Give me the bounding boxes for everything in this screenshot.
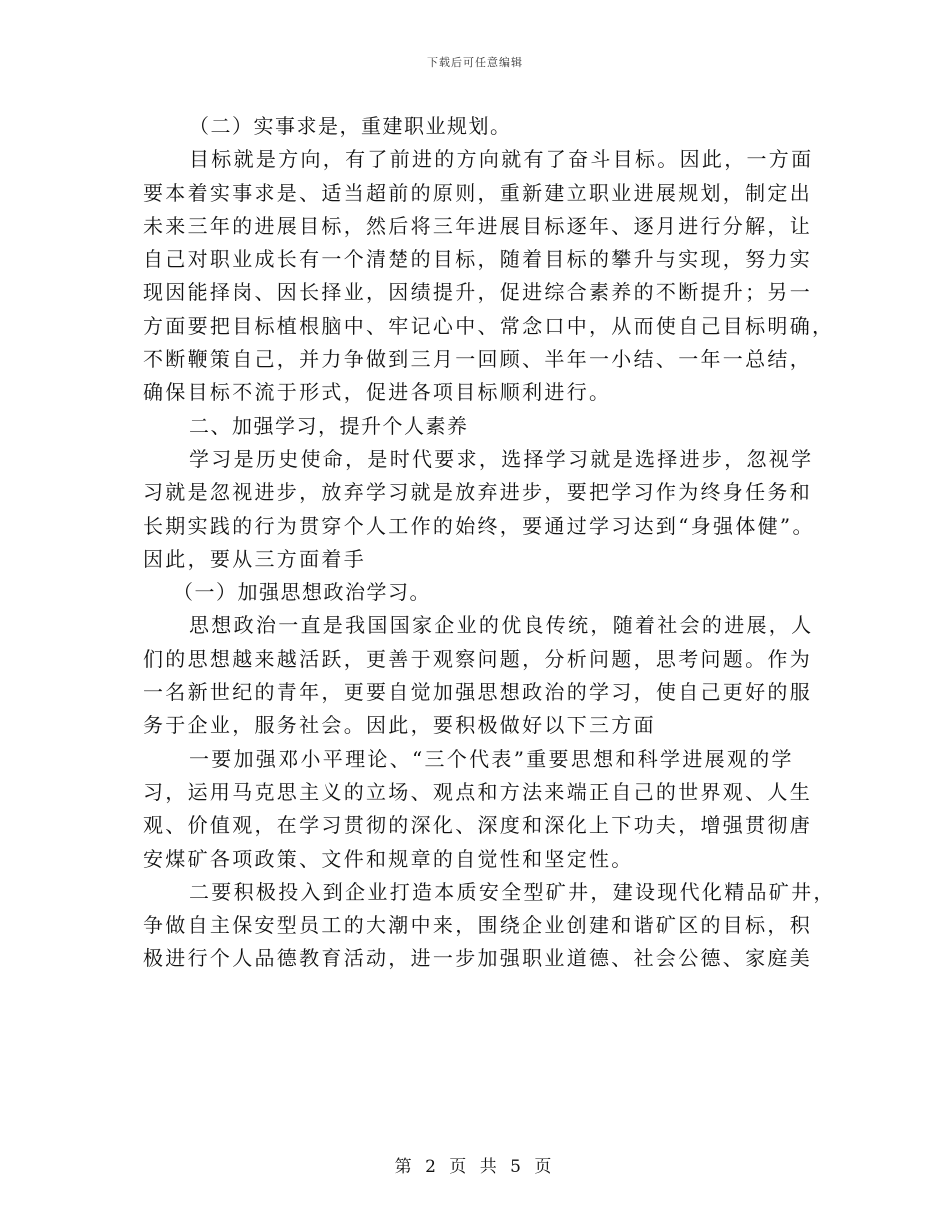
paragraph-line: 长期实践的行为贯穿个人工作的始终，要通过学习达到“身强体健”。 bbox=[143, 513, 815, 538]
section-heading: 二、加强学习，提升个人素养 bbox=[189, 413, 469, 438]
paragraph-line: 们的思想越来越活跃，更善于观察问题，分析问题，思考问题。作为 bbox=[143, 646, 812, 671]
paragraph-line: 现因能择岗、因长择业，因绩提升，促进综合素养的不断提升；另一 bbox=[143, 280, 812, 305]
page-footer: 第 2 页 共 5 页 bbox=[394, 1157, 556, 1177]
paragraph-line: 思想政治一直是我国国家企业的优良传统，随着社会的进展，人 bbox=[189, 613, 814, 638]
page-header: 下载后可任意编辑 bbox=[427, 56, 523, 69]
paragraph-line: 不断鞭策自己，并力争做到三月一回顾、半年一小结、一年一总结， bbox=[143, 347, 812, 372]
section-heading: （二）实事求是，重建职业规划。 bbox=[189, 114, 512, 138]
paragraph-line: 习就是忽视进步，放弃学习就是放弃进步，要把学习作为终身任务和 bbox=[143, 480, 812, 505]
paragraph-line: 争做自主保安型员工的大潮中来，围绕企业创建和谐矿区的目标，积 bbox=[143, 913, 812, 938]
paragraph-line: 观、价值观，在学习贯彻的深化、深度和深化上下功夫，增强贯彻唐 bbox=[143, 813, 812, 838]
paragraph-line: 安煤矿各项政策、文件和规章的自觉性和坚定性。 bbox=[143, 846, 634, 871]
paragraph-line: 极进行个人品德教育活动，进一步加强职业道德、社会公德、家庭美 bbox=[143, 946, 812, 971]
paragraph-line: 学习是历史使命，是时代要求，选择学习就是选择进步，忽视学 bbox=[189, 446, 814, 471]
subsection-heading: （一）加强思想政治学习。 bbox=[173, 580, 431, 605]
paragraph-line: 一名新世纪的青年，更要自觉加强思想政治的学习，使自己更好的服 bbox=[143, 680, 812, 705]
paragraph-line: 未来三年的进展目标，然后将三年进展目标逐年、逐月进行分解，让 bbox=[143, 213, 812, 238]
paragraph-line: 要本着实事求是、适当超前的原则，重新建立职业进展规划，制定出 bbox=[143, 180, 812, 205]
paragraph-line: 自己对职业成长有一个清楚的目标，随着目标的攀升与实现，努力实 bbox=[143, 247, 812, 272]
paragraph-line: 习，运用马克思主义的立场、观点和方法来端正自己的世界观、人生 bbox=[143, 779, 812, 804]
document-body bbox=[143, 110, 836, 976]
paragraph-line: 方面要把目标植根脑中、牢记心中、常念口中，从而使自己目标明确， bbox=[143, 313, 835, 338]
paragraph-line: 一要加强邓小平理论、“三个代表”重要思想和科学进展观的学 bbox=[189, 746, 794, 771]
paragraph-line: 确保目标不流于形式，促进各项目标顺利进行。 bbox=[143, 380, 612, 405]
paragraph-line: 目标就是方向，有了前进的方向就有了奋斗目标。因此，一方面 bbox=[189, 147, 814, 172]
paragraph-line: 二要积极投入到企业打造本质安全型矿井，建设现代化精品矿井， bbox=[189, 879, 836, 904]
paragraph-line: 务于企业，服务社会。因此，要积极做好以下三方面 bbox=[143, 713, 656, 738]
paragraph-line: 因此，要从三方面着手 bbox=[143, 546, 366, 571]
